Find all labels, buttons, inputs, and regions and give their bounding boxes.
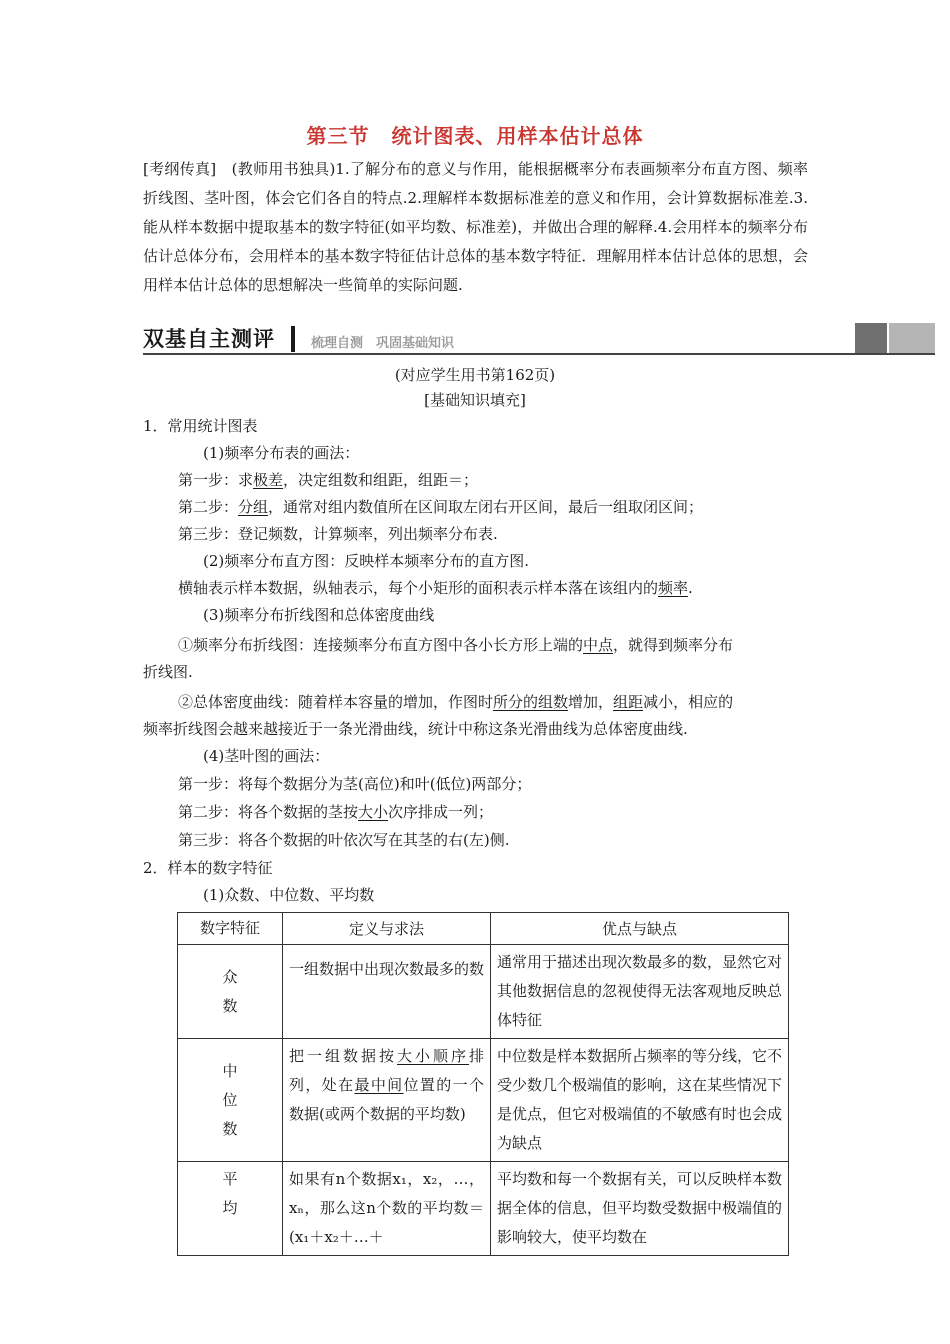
s1-step-2: 第二步：分组，通常对组内数值所在区间取左闭右开区间，最后一组取闭区间； — [178, 498, 704, 516]
row-definition: 如果有n个数据x₁，x₂，…，xₙ，那么这n个数的平均数＝(x₁＋x₂＋…＋ — [283, 1162, 491, 1256]
page-reference: (对应学生用书第162页) — [394, 366, 556, 384]
s1-stem-step-3: 第三步：将各个数据的叶依次写在其茎的右(左)侧. — [178, 831, 510, 849]
s1-step-1: 第一步：求极差，决定组数和组距，组距＝； — [178, 471, 479, 489]
row-definition: 把一组数据按大小顺序排列，处在最中间位置的一个数据(或两个数据的平均数) — [283, 1039, 491, 1162]
s1-item-2: (2)频率分布直方图：反映样本频率分布的直方图. — [203, 552, 530, 570]
page-title: 第三节 统计图表、用样本估计总体 — [306, 124, 644, 148]
row-label: 中 位 数 — [178, 1039, 283, 1162]
row-pros-cons: 平均数和每一个数据有关，可以反映样本数据全体的信息，但平均数受数据中极端值的影响较大，使平均数在 — [491, 1162, 789, 1256]
statistics-table — [177, 912, 789, 1256]
banner-rule — [143, 353, 935, 355]
table-row — [178, 1039, 789, 1162]
table-header: 数字特征 — [178, 913, 283, 945]
s2-item-1: (1)众数、中位数、平均数 — [203, 886, 375, 904]
row-label: 众 数 — [178, 945, 283, 1039]
table-row — [178, 945, 789, 1039]
table-header: 定义与求法 — [283, 913, 491, 945]
s1-item-3: (3)频率分布折线图和总体密度曲线 — [203, 606, 435, 624]
s1-item-2-desc: 横轴表示样本数据，纵轴表示，每个小矩形的面积表示样本落在该组内的频率. — [178, 579, 693, 597]
section-banner — [143, 323, 935, 355]
row-label: 平 均 — [178, 1162, 283, 1256]
section-1-heading: 1．常用统计图表 — [143, 417, 258, 435]
table-header-row — [178, 913, 789, 945]
row-pros-cons: 中位数是样本数据所占频率的等分线，它不受少数几个极端值的影响，这在某些情况下是优点，但它对极端值的不敏感有时也会成为缺点 — [491, 1039, 789, 1162]
row-definition: 一组数据中出现次数最多的数 — [283, 945, 491, 1039]
s1-step-3: 第三步：登记频数，计算频率，列出频率分布表. — [178, 525, 498, 543]
s1-stem-step-2: 第二步：将各个数据的茎按大小次序排成一列； — [178, 803, 494, 821]
table-header: 优点与缺点 — [491, 913, 789, 945]
subheading: [基础知识填充] — [424, 391, 526, 409]
s1-circle-1: ①频率分布折线图：连接频率分布直方图中各小长方形上端的中点，就得到频率分布 — [178, 636, 734, 654]
section-2-heading: 2．样本的数字特征 — [143, 859, 273, 877]
s1-stem-step-1: 第一步：将每个数据分为茎(高位)和叶(低位)两部分； — [178, 775, 532, 793]
banner-light-block — [889, 323, 935, 353]
s1-circle-2: ②总体密度曲线：随着样本容量的增加，作图时所分的组数增加，组距减小，相应的 — [178, 693, 734, 711]
s1-item-4: (4)茎叶图的画法： — [203, 747, 330, 765]
table-row — [178, 1162, 789, 1256]
row-pros-cons: 通常用于描述出现次数最多的数，显然它对其他数据信息的忽视使得无法客观地反映总体特征 — [491, 945, 789, 1039]
banner-subtitle: 梳理自测 巩固基础知识 — [311, 336, 455, 351]
s1-circle-2-cont: 频率折线图会越来越接近于一条光滑曲线，统计中称这条光滑曲线为总体密度曲线. — [143, 720, 688, 738]
banner-dark-block — [855, 323, 887, 353]
banner-title: 双基自主测评 — [143, 327, 275, 351]
banner-divider — [291, 326, 295, 352]
s1-circle-1-cont: 折线图. — [143, 663, 193, 681]
intro-paragraph: [考纲传真] (教师用书独具)1.了解分布的意义与作用，能根据概率分布表画频率分布直方图、频率折线图、茎叶图，体会它们各自的特点.2.理解样本数据标准差的意义和作用，会计算数据标准差.3.能从样本数据中提取基本的数字特征(如平均数、标准差)，并做出合理的解释.4.会用样本的频率分布估计总体分布，会用样本的基本数字特征估计总体的基本数字特征．理解用样本估计总体的思想，会用样本估计总体的思想解决一些简单的实际问题. — [143, 160, 808, 294]
s1-item-1: (1)频率分布表的画法： — [203, 444, 360, 462]
